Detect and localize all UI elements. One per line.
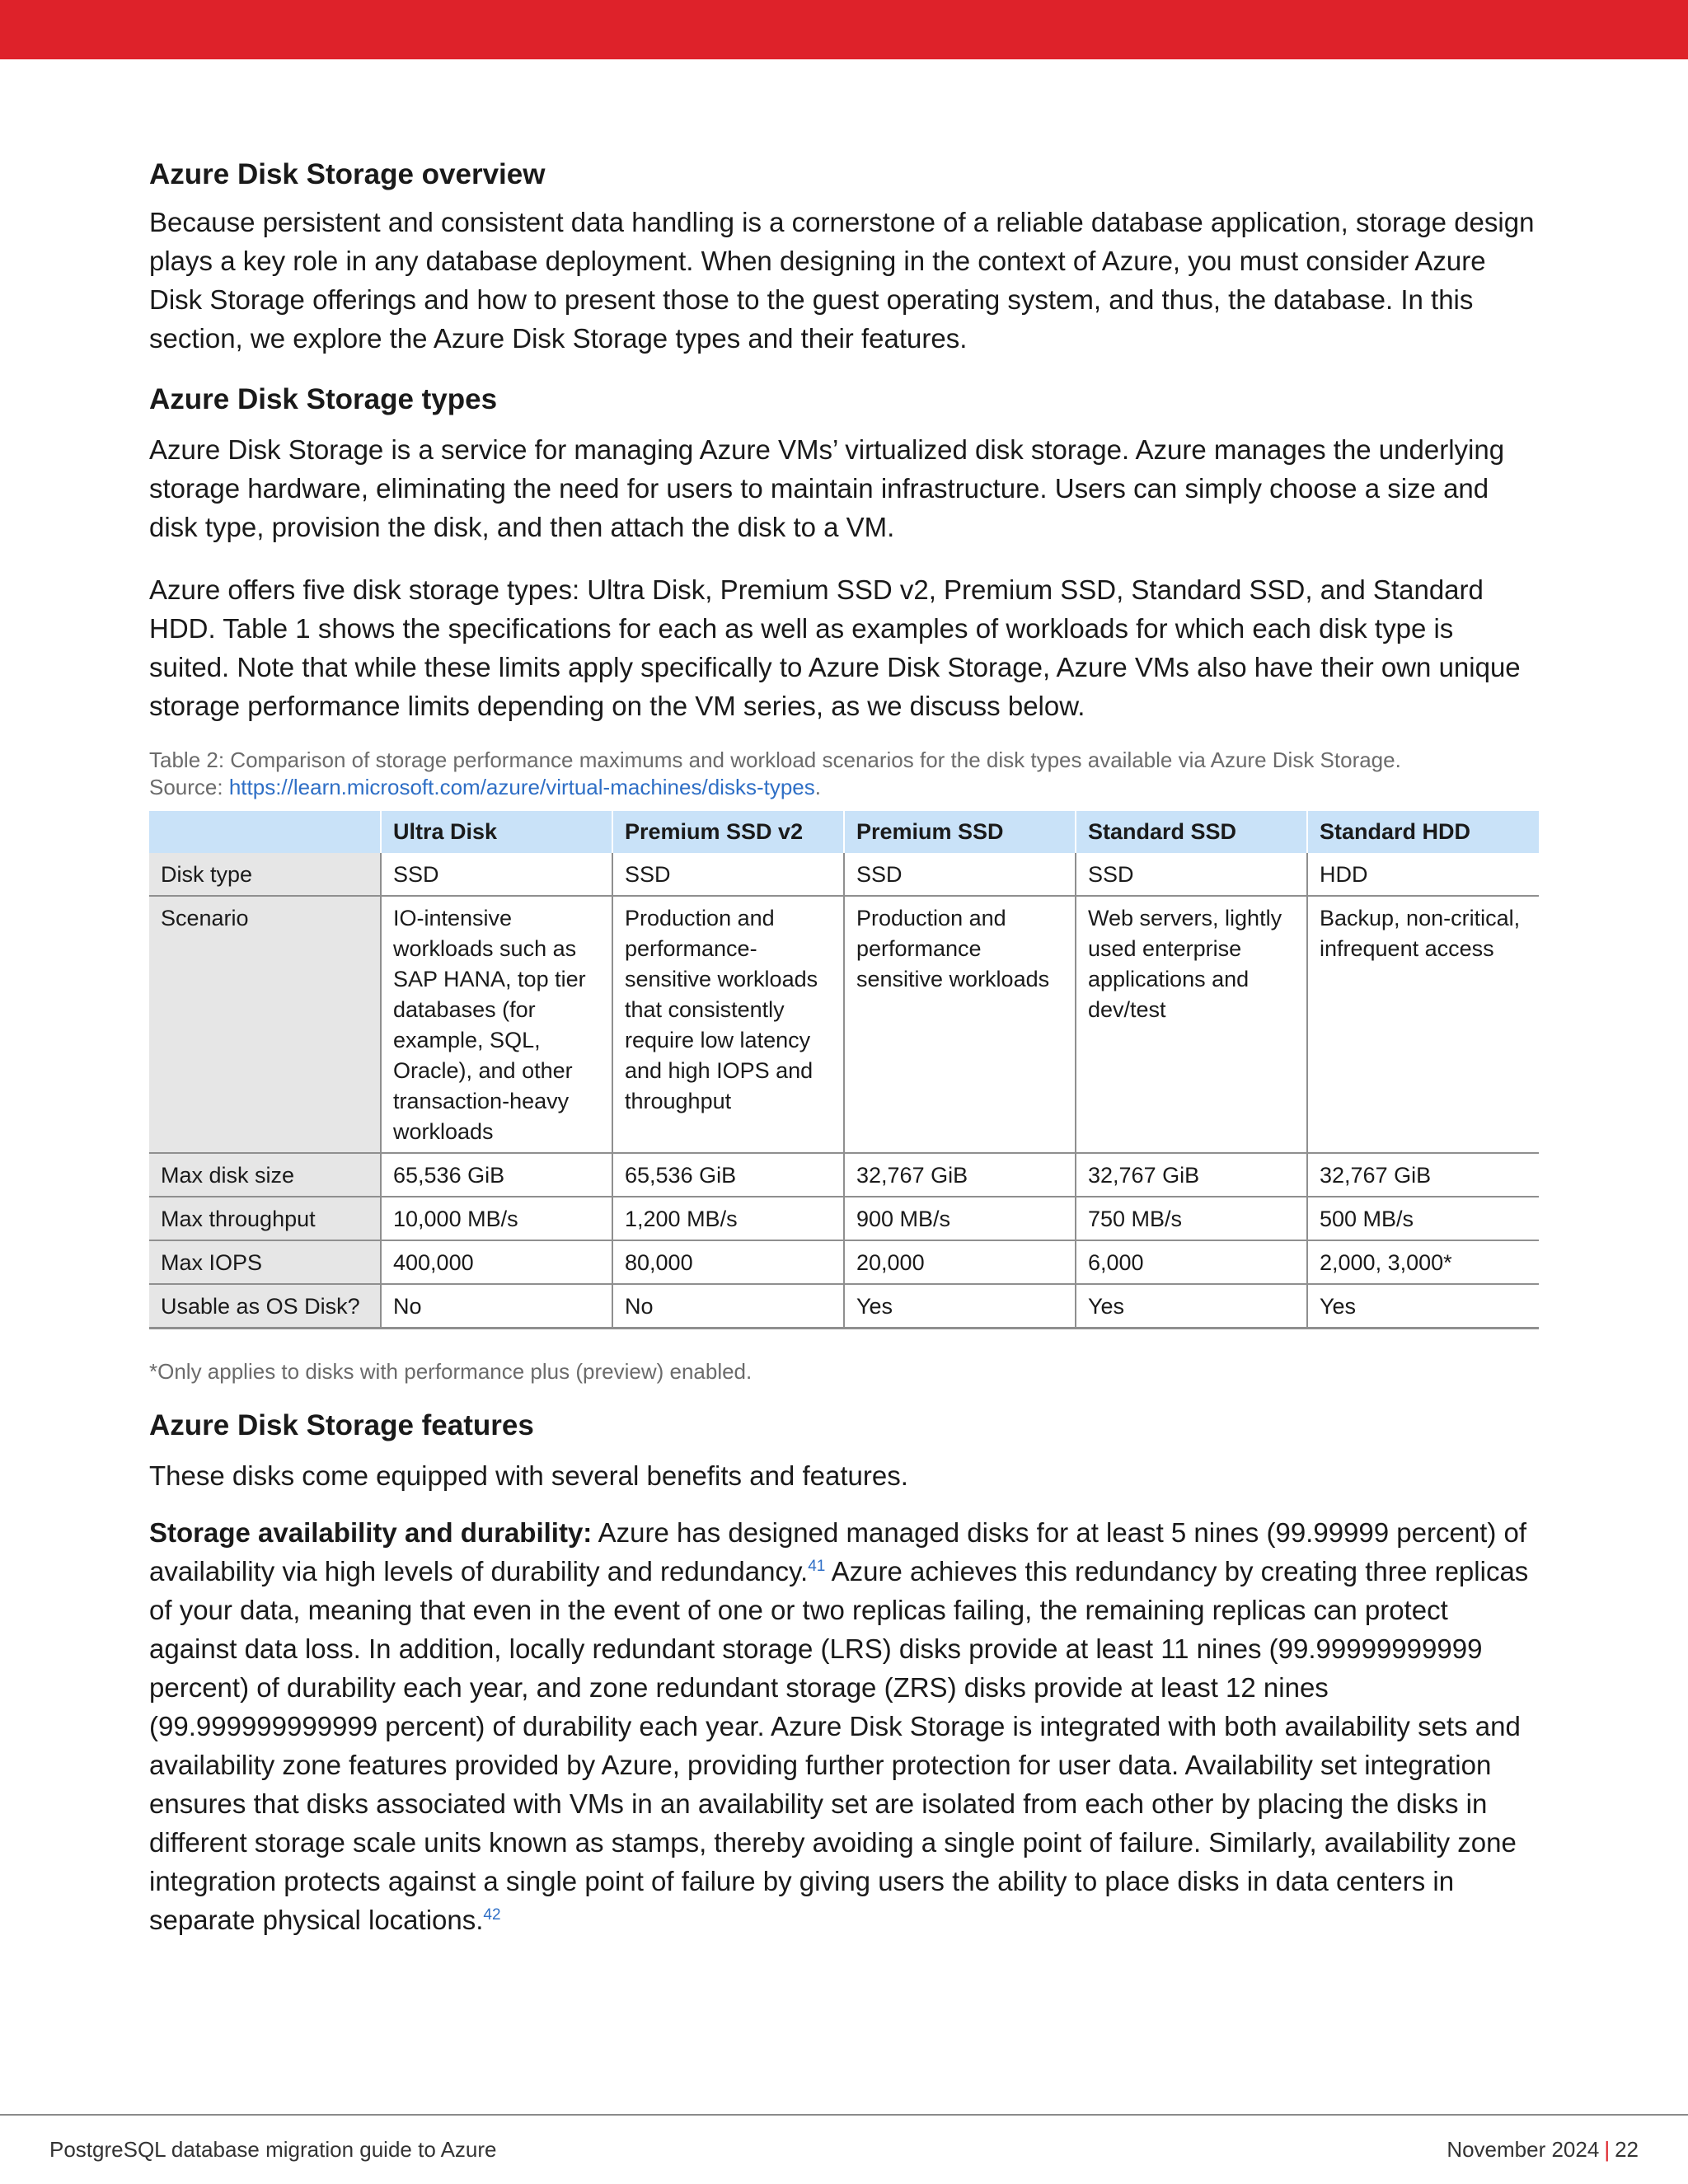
table-cell: SSD bbox=[381, 853, 612, 896]
types-paragraph-1: Azure Disk Storage is a service for managing Azure VMs’ virtualized disk storage. Azure manages the underlying storage hardware, eliminating the need for users to maintain infrastructure. Users can simply choose a size and disk type, provision the disk, and then attach the disk to a VM. bbox=[149, 434, 1505, 542]
disk-types-table bbox=[149, 811, 1539, 1329]
availability-text-2: Azure achieves this redundancy by creating three replicas of your data, meaning that even in the event of one or two replicas failing, the remaining replicas can protect against data loss. In addition, locally redundant storage (LRS) disks provide at least 11 nines (99.99999999999 percent) of durability each year, and zone redundant storage (ZRS) disks provide at least 12 nines (99.999999999999 percent) of durability each year. Azure Disk Storage is integrated with both availability sets and availability zone features provided by Azure, providing further protection for user data. Availability set integration ensures that disks associated with VMs in an availability set are isolated from each other by placing the disks in different storage scale units known as stamps, thereby avoiding a single point of failure. Similarly, availability zone integration protects against a single point of failure by giving users the ability to place disks in data centers in separate physical locations. bbox=[149, 1556, 1529, 1935]
table-row-max-disk-size bbox=[149, 1153, 1539, 1197]
table-cell: Yes bbox=[844, 1284, 1076, 1329]
table-cell: 2,000, 3,000* bbox=[1307, 1240, 1539, 1284]
table-cell: IO-intensive workloads such as SAP HANA, top tier databases (for example, SQL, Oracle), and other transaction-heavy workloads bbox=[381, 896, 612, 1153]
footer-page-number: 22 bbox=[1615, 2137, 1639, 2162]
overview-heading: Azure Disk Storage overview bbox=[149, 158, 546, 190]
row-label: Max IOPS bbox=[149, 1240, 381, 1284]
table-cell: 80,000 bbox=[612, 1240, 844, 1284]
table-cell: 32,767 GiB bbox=[1307, 1153, 1539, 1197]
page-content bbox=[149, 155, 1539, 1939]
table-cell: SSD bbox=[612, 853, 844, 896]
table-row-max-throughput bbox=[149, 1197, 1539, 1240]
table-row-max-iops bbox=[149, 1240, 1539, 1284]
table-cell: Backup, non-critical, infrequent access bbox=[1307, 896, 1539, 1153]
table-cell: 500 MB/s bbox=[1307, 1197, 1539, 1240]
row-label: Disk type bbox=[149, 853, 381, 896]
availability-lead: Storage availability and durability: bbox=[149, 1517, 593, 1548]
table-cell: Yes bbox=[1076, 1284, 1307, 1329]
table-cell: Production and performance sensitive workloads bbox=[844, 896, 1076, 1153]
row-label: Usable as OS Disk? bbox=[149, 1284, 381, 1329]
features-availability-paragraph bbox=[149, 1513, 1539, 1939]
table-cell: 1,200 MB/s bbox=[612, 1197, 844, 1240]
table-row-disk-type bbox=[149, 853, 1539, 896]
table-row-scenario bbox=[149, 896, 1539, 1153]
table-cell: 10,000 MB/s bbox=[381, 1197, 612, 1240]
table-cell: 6,000 bbox=[1076, 1240, 1307, 1284]
footer-divider bbox=[0, 2114, 1688, 2116]
table-cell: Production and performance-sensitive workloads that consistently require low latency and high IOPS and throughput bbox=[612, 896, 844, 1153]
types-heading: Azure Disk Storage types bbox=[149, 383, 498, 415]
column-header-blank bbox=[149, 811, 381, 853]
table-header-row bbox=[149, 811, 1539, 853]
table-cell: 400,000 bbox=[381, 1240, 612, 1284]
footnote-ref-42[interactable]: 42 bbox=[483, 1906, 501, 1924]
column-header-premium-ssd: Premium SSD bbox=[844, 811, 1076, 853]
column-header-standard-ssd: Standard SSD bbox=[1076, 811, 1307, 853]
column-header-ultra-disk: Ultra Disk bbox=[381, 811, 612, 853]
table-cell: Web servers, lightly used enterprise applications and dev/test bbox=[1076, 896, 1307, 1153]
table-cell: 900 MB/s bbox=[844, 1197, 1076, 1240]
table-cell: 65,536 GiB bbox=[612, 1153, 844, 1197]
table-row-usable-as-os-disk bbox=[149, 1284, 1539, 1329]
table-cell: 32,767 GiB bbox=[844, 1153, 1076, 1197]
overview-paragraph: Because persistent and consistent data handling is a cornerstone of a reliable database application, storage design plays a key role in any database deployment. When designing in the context of Azure, you must consider Azure Disk Storage offerings and how to present those to the guest operating system, and thus, the database. In this section, we explore the Azure Disk Storage types and their features. bbox=[149, 207, 1535, 354]
table-caption-text: Table 2: Comparison of storage performance maximums and workload scenarios for the disk types available via Azure Disk Storage. bbox=[149, 748, 1401, 772]
column-header-standard-hdd: Standard HDD bbox=[1307, 811, 1539, 853]
row-label: Scenario bbox=[149, 896, 381, 1153]
table-cell: Yes bbox=[1307, 1284, 1539, 1329]
table-source-end: . bbox=[814, 775, 821, 799]
table-cell: 750 MB/s bbox=[1076, 1197, 1307, 1240]
table-cell: No bbox=[381, 1284, 612, 1329]
row-label: Max disk size bbox=[149, 1153, 381, 1197]
table-cell: 65,536 GiB bbox=[381, 1153, 612, 1197]
table-cell: 20,000 bbox=[844, 1240, 1076, 1284]
table-source-label: Source: bbox=[149, 775, 229, 799]
top-red-bar bbox=[0, 0, 1688, 59]
footer-separator: | bbox=[1604, 2137, 1611, 2162]
table-cell: HDD bbox=[1307, 853, 1539, 896]
table-cell: No bbox=[612, 1284, 844, 1329]
types-paragraph-2: Azure offers five disk storage types: Ultra Disk, Premium SSD v2, Premium SSD, Standard SSD, and Standard HDD. Table 1 shows the specifications for each as well as examples of workloads for which each disk type is suited. Note that while these limits apply specifically to Azure Disk Storage, Azure VMs also have their own unique storage performance limits depending on the VM series, as we discuss below. bbox=[149, 574, 1521, 721]
footer-document-title: PostgreSQL database migration guide to Azure bbox=[49, 2137, 497, 2162]
table-source-link[interactable]: https://learn.microsoft.com/azure/virtual-machines/disks-types bbox=[228, 775, 815, 799]
availability-text-1: Azure has designed managed disks for at least 5 nines (99.99999 percent) of availability via high levels of durability and redundancy. bbox=[149, 1517, 1527, 1586]
footnote-ref-41[interactable]: 41 bbox=[808, 1558, 826, 1575]
table-footnote: *Only applies to disks with performance plus (preview) enabled. bbox=[149, 1359, 753, 1384]
table-caption bbox=[149, 747, 1539, 801]
footer-date: November 2024 bbox=[1447, 2137, 1600, 2162]
features-intro: These disks come equipped with several benefits and features. bbox=[149, 1460, 908, 1491]
row-label: Max throughput bbox=[149, 1197, 381, 1240]
table-source bbox=[149, 774, 1539, 801]
table-cell: SSD bbox=[1076, 853, 1307, 896]
features-heading: Azure Disk Storage features bbox=[149, 1409, 534, 1441]
column-header-premium-ssd-v2: Premium SSD v2 bbox=[612, 811, 844, 853]
table-cell: 32,767 GiB bbox=[1076, 1153, 1307, 1197]
table-cell: SSD bbox=[844, 853, 1076, 896]
footer-page-info bbox=[1447, 2137, 1639, 2163]
